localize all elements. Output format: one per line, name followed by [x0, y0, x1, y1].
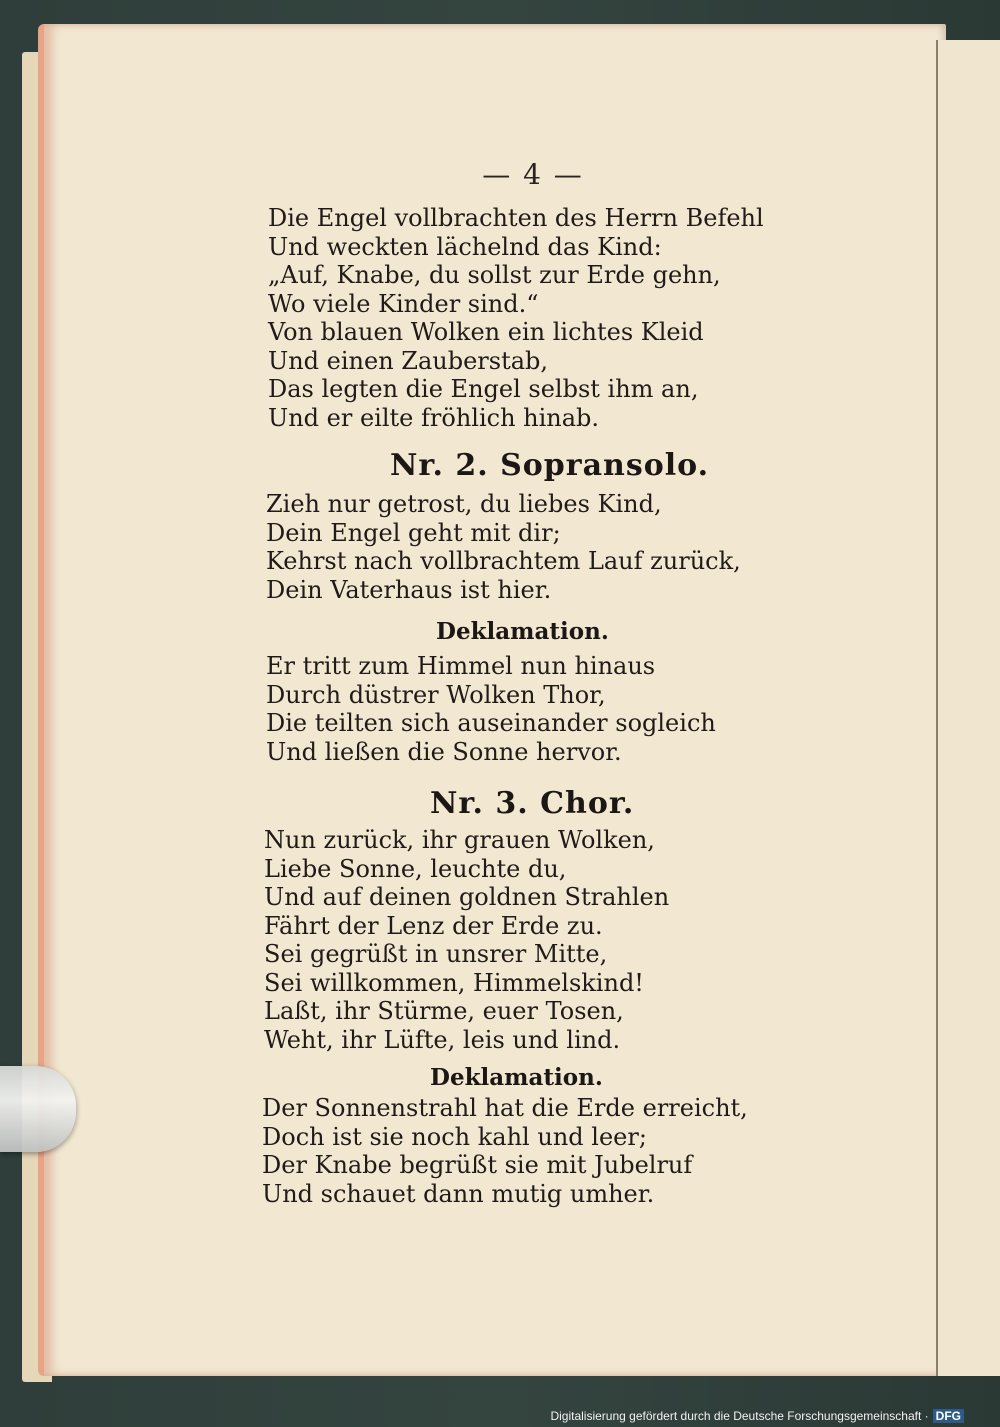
- verse-line: Und ließen die Sonne hervor.: [266, 737, 622, 766]
- verse-line: Und auf deinen goldnen Strahlen: [264, 883, 670, 911]
- page-clip: [0, 1066, 76, 1152]
- dfg-logo: DFG: [933, 1409, 964, 1423]
- verse-line: Liebe Sonne, leuchte du,: [264, 854, 567, 883]
- verse-line: Und weckten lächelnd das Kind:: [268, 232, 662, 261]
- verse-line: Das legten die Engel selbst ihm an,: [268, 375, 699, 403]
- verse-line: Fährt der Lenz der Erde zu.: [264, 911, 603, 940]
- verse-line: Dein Vaterhaus ist hier.: [266, 575, 552, 604]
- verse-line: Und einen Zauberstab,: [268, 346, 549, 375]
- verse-5: [262, 1094, 748, 1208]
- verse-4: [264, 826, 669, 1054]
- verse-line: „Auf, Knabe, du sollst zur Erde gehn,: [268, 261, 721, 289]
- verse-2: [266, 490, 741, 604]
- verse-line: Wo viele Kinder sind.“: [268, 289, 539, 318]
- verse-line: Die Engel vollbrachten des Herrn Befehl: [268, 204, 764, 232]
- section-heading-deklamation: Deklamation.: [436, 618, 609, 645]
- verse-line: Weht, ihr Lüfte, leis und lind.: [264, 1025, 621, 1054]
- facing-page-edge: [936, 40, 1000, 1376]
- digitization-credit: [550, 1409, 964, 1423]
- verse-line: Dein Engel geht mit dir;: [266, 518, 561, 547]
- verse-3: [266, 652, 716, 766]
- section-heading-chor: Nr. 3. Chor.: [430, 786, 635, 821]
- section-heading-sopransolo: Nr. 2. Sopransolo.: [390, 448, 710, 483]
- verse-line: Kehrst nach vollbrachtem Lauf zurück,: [266, 547, 741, 575]
- verse-line: Und schauet dann mutig umher.: [262, 1179, 655, 1208]
- verse-line: Sei gegrüßt in unsrer Mitte,: [264, 940, 608, 968]
- verse-line: Von blauen Wolken ein lichtes Kleid: [268, 318, 704, 346]
- verse-line: Doch ist sie noch kahl und leer;: [262, 1122, 647, 1151]
- verse-line: Sei willkommen, Himmelskind!: [264, 968, 644, 997]
- verse-line: Er tritt zum Himmel nun hinaus: [266, 652, 656, 680]
- verse-line: Nun zurück, ihr grauen Wolken,: [264, 826, 655, 854]
- verse-line: Durch düstrer Wolken Thor,: [266, 680, 606, 709]
- verse-line: Der Knabe begrüßt sie mit Jubelruf: [262, 1151, 693, 1179]
- verse-1: [268, 204, 764, 432]
- verse-line: Die teilten sich auseinander sogleich: [266, 709, 716, 737]
- section-heading-deklamation: Deklamation.: [430, 1064, 603, 1091]
- verse-line: Laßt, ihr Stürme, euer Tosen,: [264, 997, 624, 1025]
- credit-text: Digitalisierung gefördert durch die Deutsche Forschungsgemeinschaft ·: [550, 1409, 929, 1423]
- verse-line: Und er eilte fröhlich hinab.: [268, 403, 600, 432]
- verse-line: Der Sonnenstrahl hat die Erde erreicht,: [262, 1094, 748, 1122]
- verse-line: Zieh nur getrost, du liebes Kind,: [266, 490, 662, 518]
- page-number: — 4 —: [482, 158, 584, 191]
